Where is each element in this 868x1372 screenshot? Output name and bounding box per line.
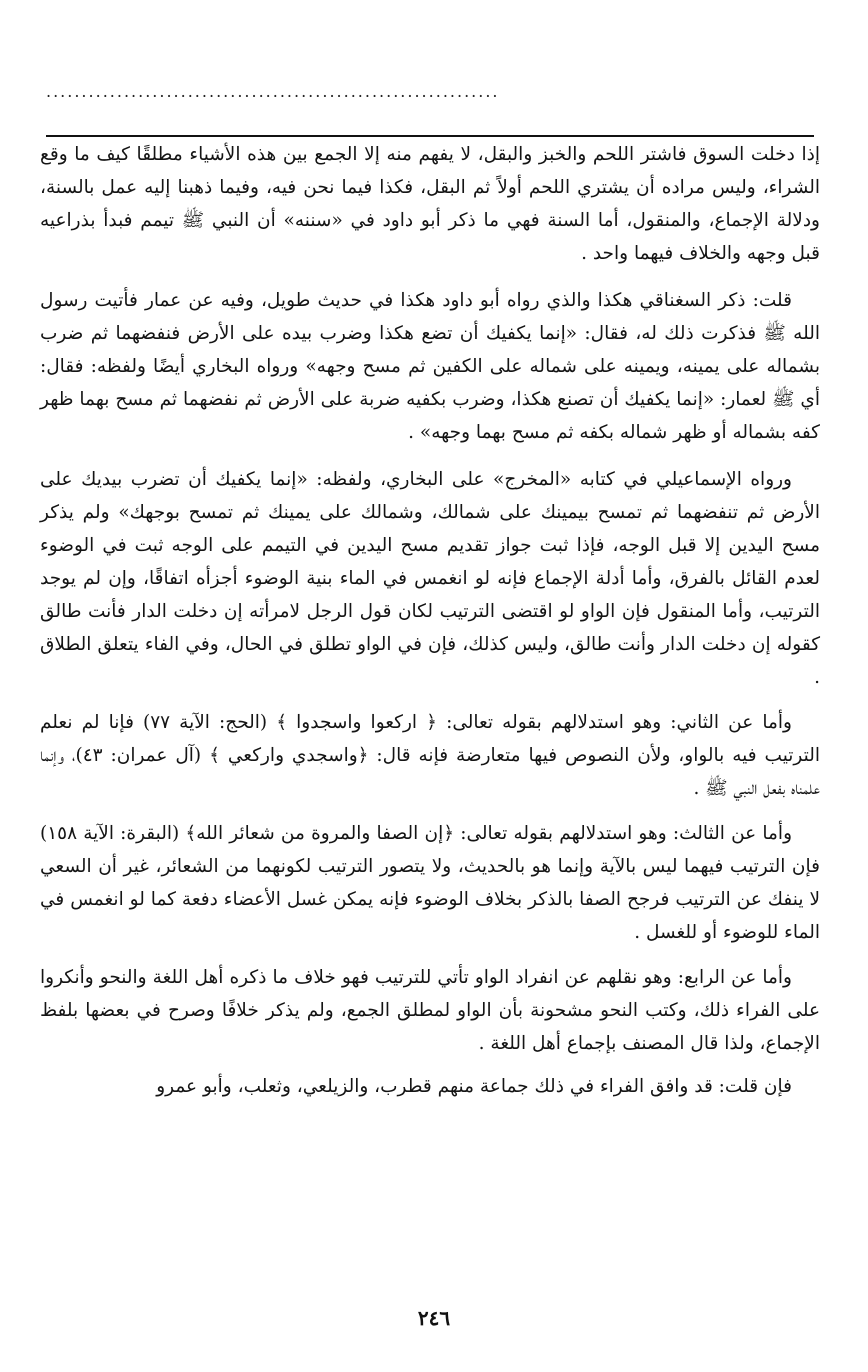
page-number: ٢٤٦	[417, 1306, 451, 1330]
header-dotted-line: ................................................................	[46, 84, 500, 100]
paragraph-6: وأما عن الرابع: وهو نقلهم عن انفراد الواو تأتي للترتيب فهو خلاف ما ذكره أهل اللغة والنحو وأنكروا على الفراء ذلك، وكتب النحو مشحونة بأن الواو لمطلق الجمع، ولم يذكر خلافًا وصرح في بعضها بلفظ الإجماع، ولذا قال المصنف بإجماع أهل اللغة .	[40, 967, 820, 1054]
paragraph-2: قلت: ذكر السغناقي هكذا والذي رواه أبو داود هكذا في حديث طويل، وفيه عن عمار فأتيت رسول الله ﷺ فذكرت ذلك له، فقال: «إنما يكفيك أن تضع هكذا وضرب بيده على الأرض فنفضهما ثم ضرب بشماله على يمينه، ويمينه على شماله على الكفين ثم مسح وجهه» ورواه البخاري أيضًا ولفظه: فقال: أي ﷺ لعمار: «إنما يكفيك أن تصنع هكذا، وضرب بكفيه ضربة على الأرض ثم نفضهما ثم مسح بهما ظهر كفه بشماله أو ظهر شماله بكفه ثم مسح بهما وجهه» .	[40, 290, 820, 443]
paragraph-5: وأما عن الثالث: وهو استدلالهم بقوله تعالى: ﴿إن الصفا والمروة من شعائر الله﴾ (البقرة: الآية ١٥٨) فإن الترتيب فيهما ليس بالآية وإنما هو بالحديث، ولا يتصور الترتيب لكونهما من الشعائر، غير أن السعي لا ينفك عن الترتيب فرجح الصفا بالذكر بخلاف الوضوء فإنه يمكن غسل الأعضاء دفعة كما لو انغمس في الماء للوضوء أو للغسل .	[40, 823, 820, 943]
paragraph-4: وأما عن الثاني: وهو استدلالهم بقوله تعالى: ﴿ اركعوا واسجدوا ﴾ (الحج: الآية ٧٧) فإنا لم نعلم الترتيب فيه بالواو، ولأن النصوص فيها متعارضة فإنه قال: ﴿واسجدي واركعي ﴾ (آل عمران: ٤٣)، وإنما علمناه بفعل النبي ﷺ .	[40, 712, 821, 799]
footnote-separator-rule	[46, 135, 814, 137]
page-body	[40, 138, 820, 1103]
paragraph-3: ورواه الإسماعيلي في كتابه «المخرج» على البخاري، ولفظه: «إنما يكفيك أن تضرب بيديك على الأرض ثم تنفضهما ثم تمسح بيمينك على شمالك، وشمالك على يمينك ثم تمسح بوجهك» ولم يذكر مسح اليدين إلا قبل الوجه، فإذا ثبت جواز تقديم مسح اليدين في التيمم على الوجه ثبت في الوضوء لعدم القائل بالفرق، وأما أدلة الإجماع فإنه لو انغمس في الماء بنية الوضوء أجزأه اتفاقًا، وإن لم يوجد الترتيب، وأما المنقول فإن الواو لو اقتضى الترتيب لكان قول الرجل لامرأته إن دخلت الدار فأنت طالق كقوله إن دخلت الدار وأنت طالق، وليس كذلك، فإن في الواو تطلق في الحال، وفي الفاء يتعلق الطلاق .	[40, 469, 820, 688]
paragraph-1: إذا دخلت السوق فاشتر اللحم والخبز والبقل، لا يفهم منه إلا الجمع بين هذه الأشياء مطلقًا كيف ما وقع الشراء، وليس مراده أن يشتري اللحم أولاً ثم البقل، فكذا فيما نحن فيه، وفيما ذهبنا إليه عمل بالسنة، ودلالة الإجماع، والمنقول، أما السنة فهي ما ذكر أبو داود في «سننه» أن النبي ﷺ تيمم فبدأ بذراعيه قبل وجهه والخلاف فيهما واحد .	[40, 144, 820, 264]
paragraph-7: فإن قلت: قد وافق الفراء في ذلك جماعة منهم قطرب، والزيلعي، وثعلب، وأبو عمرو	[156, 1076, 792, 1097]
